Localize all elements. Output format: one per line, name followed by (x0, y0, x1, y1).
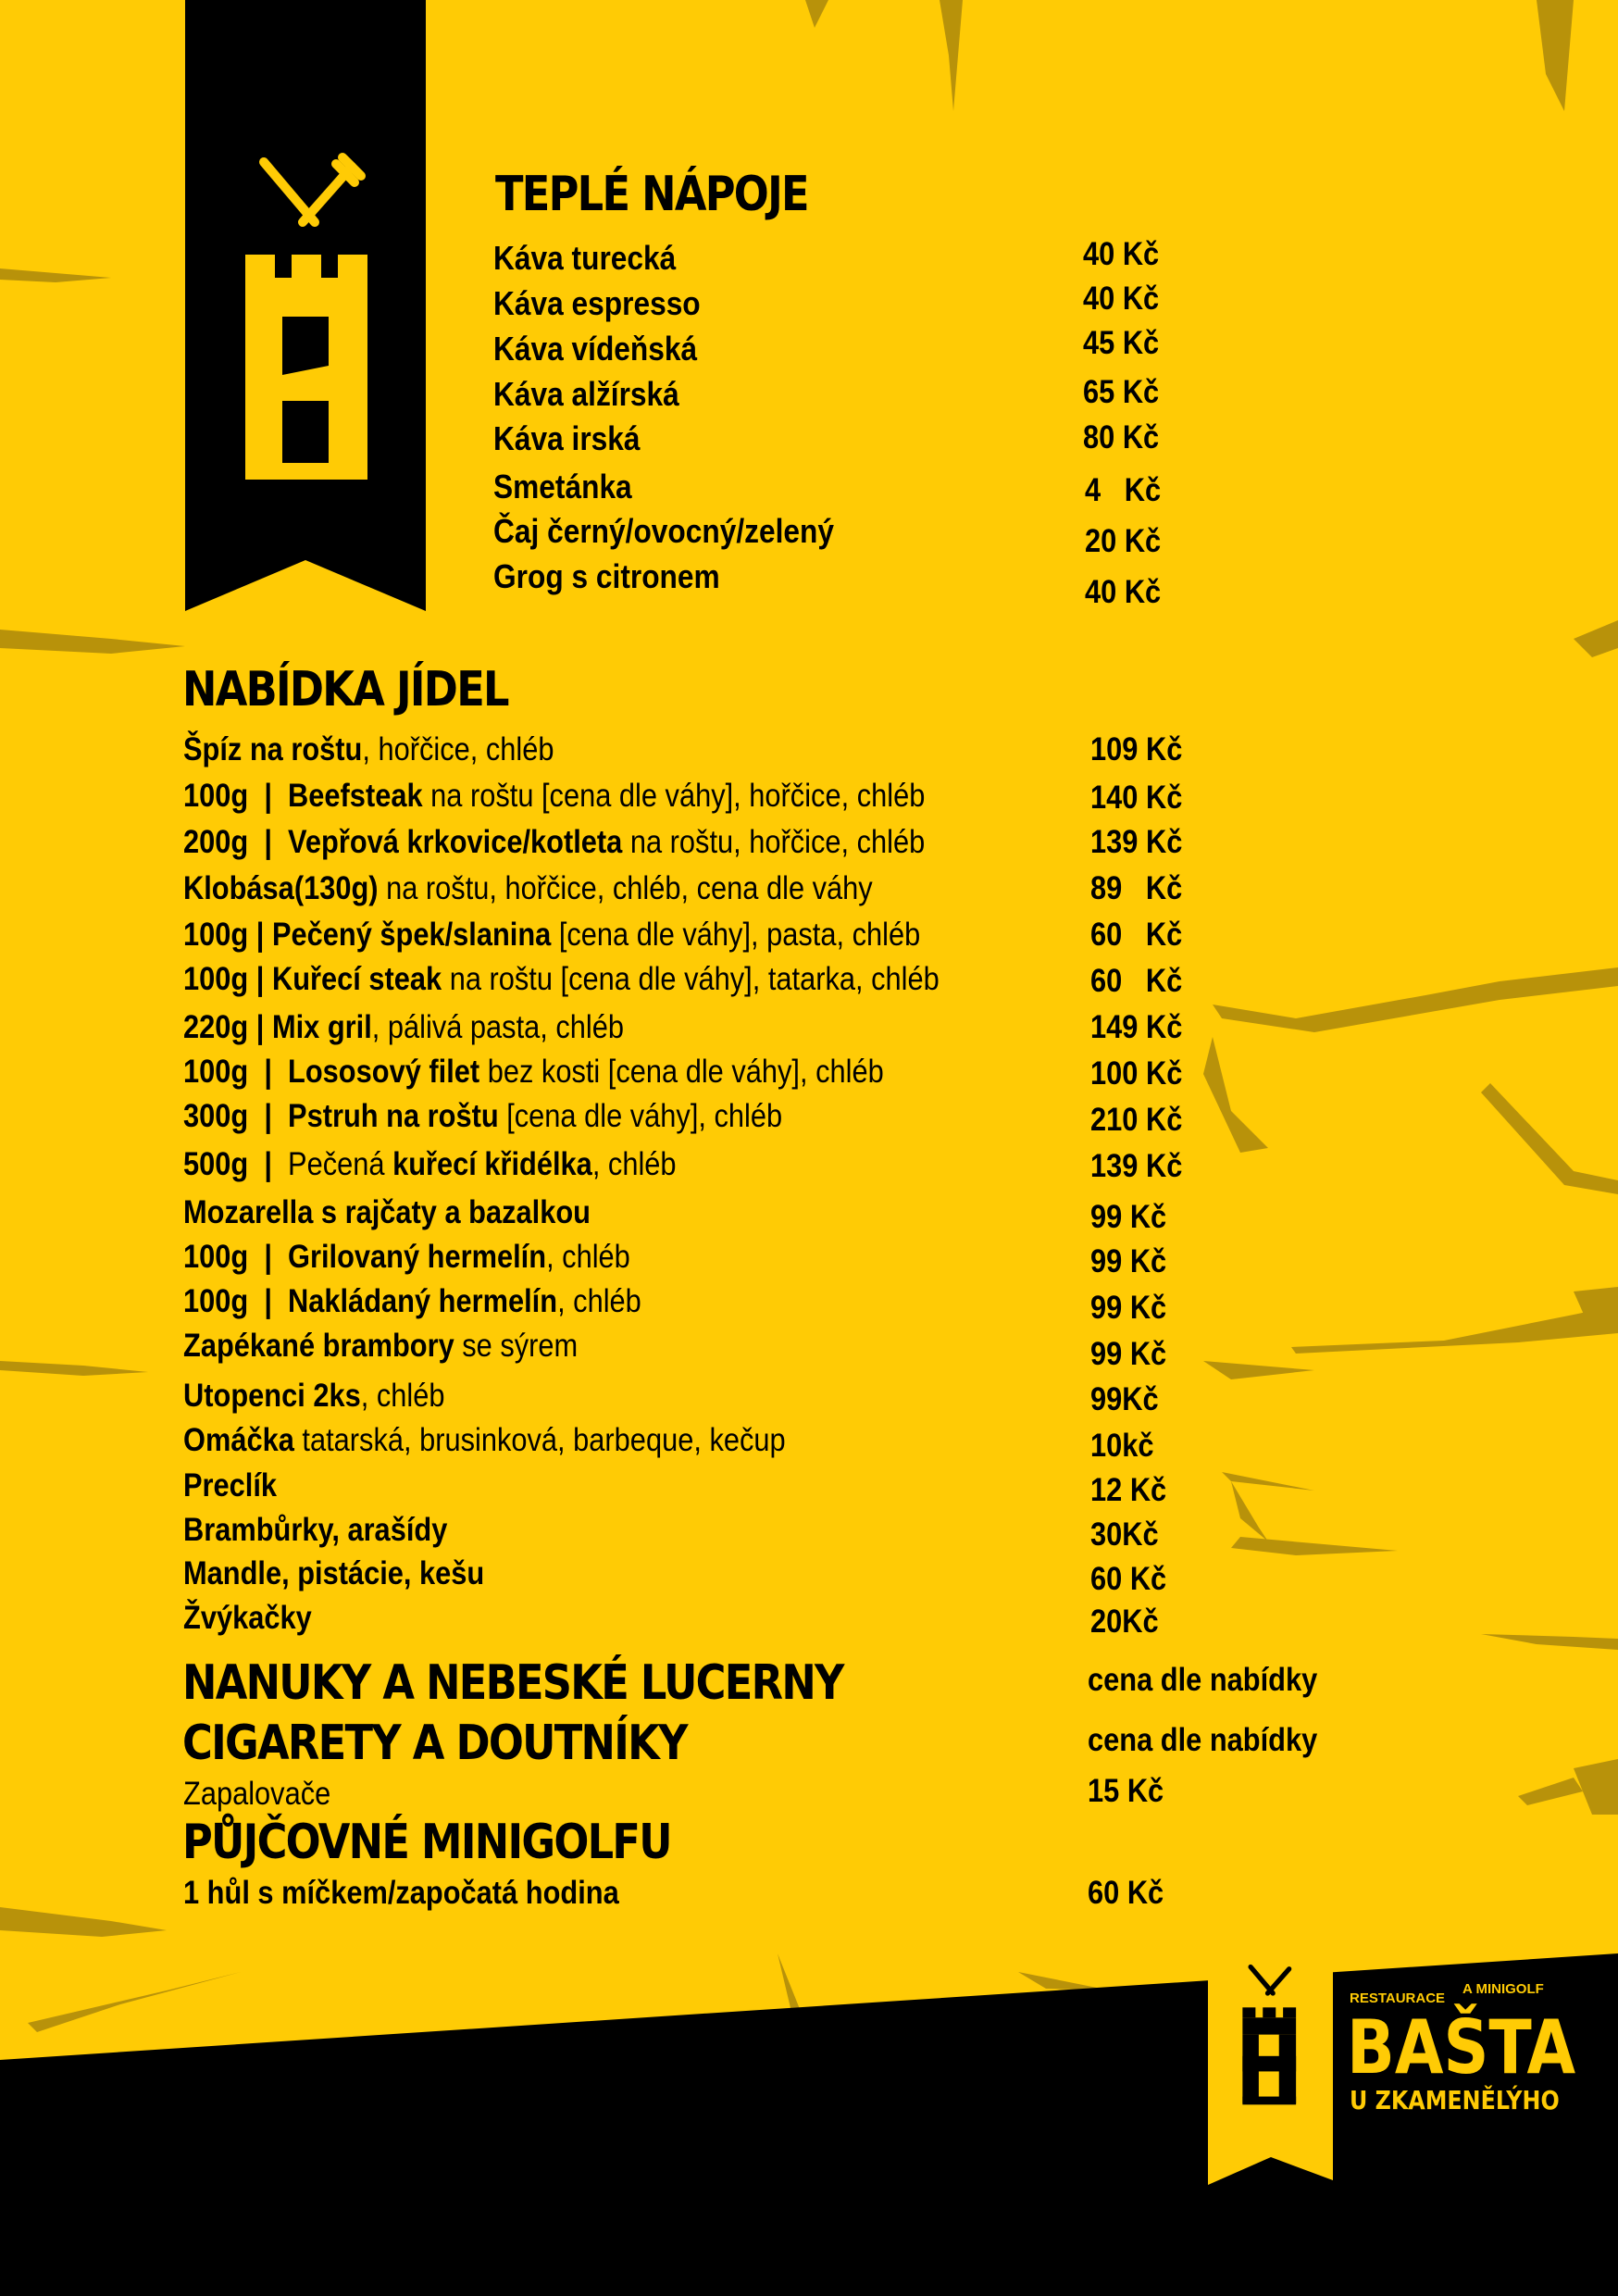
food-item (183, 1098, 782, 1135)
food-item-name: Žvýkačky (183, 1600, 312, 1636)
food-item-description: [cena dle váhy], pasta, chléb (551, 917, 921, 953)
brand-subtitle: U ZKAMENĚLÝHO (1350, 2085, 1560, 2115)
food-item-description: , chléb (557, 1283, 641, 1319)
food-item (183, 1239, 630, 1276)
food-price: 109 Kč (1090, 731, 1183, 767)
food-price: 10kč (1090, 1428, 1154, 1464)
food-item-name: kuřecí křidélka (392, 1146, 592, 1182)
food-item-name: Beefsteak (288, 778, 423, 814)
food-item-description: tatarská, brusinková, barbeque, kečup (293, 1422, 786, 1458)
food-item-name: Klobása(130g) (183, 870, 379, 906)
food-item-weight: 100g | (183, 1239, 289, 1275)
food-item (183, 1600, 312, 1637)
food-item (183, 1422, 786, 1459)
food-price: 99 Kč (1090, 1336, 1167, 1372)
food-item-description: na roštu [cena dle váhy], hořčice, chléb (422, 778, 926, 814)
food-item (183, 961, 940, 998)
food-item-name: Nakládaný hermelín (288, 1283, 558, 1319)
food-item (183, 824, 925, 861)
drink-price: 4 Kč (1085, 472, 1162, 508)
food-item (183, 1378, 444, 1415)
food-item (183, 870, 873, 907)
food-item-description: na roštu, hořčice, chléb (622, 824, 926, 860)
food-price: 60 Kč (1090, 917, 1183, 953)
food-item-name: Kuřecí steak (271, 961, 442, 997)
food-item-name: Zapékané brambory (183, 1328, 454, 1364)
food-item-name: Pstruh na roštu (288, 1098, 499, 1134)
drink-price: 40 Kč (1083, 236, 1160, 272)
food-price: 99Kč (1090, 1381, 1159, 1417)
drink-price: 40 Kč (1083, 281, 1160, 317)
food-item-name: Mozarella s rajčaty a bazalkou (183, 1194, 591, 1230)
food-price: 12 Kč (1090, 1472, 1167, 1508)
drink-name: Káva vídeňská (493, 330, 698, 368)
food-item-name: Lososový filet (288, 1054, 480, 1090)
food-item-weight: 300g | (183, 1098, 289, 1134)
lighters-price: 15 Kč (1088, 1773, 1164, 1809)
food-price: 140 Kč (1090, 780, 1183, 816)
food-item (183, 917, 920, 954)
food-item-name: Grilovaný hermelín (288, 1239, 547, 1275)
food-item-name: Utopenci 2ks (183, 1378, 361, 1414)
food-item-weight: 220g | (183, 1009, 272, 1045)
minigolf-price: 60 Kč (1088, 1875, 1164, 1911)
drink-name: Čaj černý/ovocný/zelený (493, 512, 835, 550)
hot-drinks-heading: TEPLÉ NÁPOJE (495, 167, 808, 222)
drink-price: 80 Kč (1083, 419, 1160, 455)
drink-price: 45 Kč (1083, 325, 1160, 361)
drink-price: 40 Kč (1085, 574, 1162, 610)
drink-name: Káva irská (493, 419, 641, 457)
food-price: 89 Kč (1090, 870, 1183, 906)
food-item (183, 1009, 624, 1046)
food-item (183, 1512, 447, 1549)
food-price: 60 Kč (1090, 963, 1183, 999)
lighters-name: Zapalovače (183, 1776, 331, 1812)
food-item-description: , chléb (591, 1146, 677, 1182)
food-price: 20Kč (1090, 1603, 1159, 1640)
food-item (183, 1054, 884, 1091)
brand-minigolf: A MINIGOLF (1462, 1981, 1544, 1997)
food-item-name: Špíz na roštu (183, 731, 363, 767)
drink-name: Káva espresso (493, 284, 701, 322)
food-price: 100 Kč (1090, 1055, 1183, 1092)
food-item-weight: 100g | (183, 961, 272, 997)
food-item (183, 731, 554, 768)
food-item-weight: 100g | (183, 1283, 289, 1319)
drink-name: Káva alžírská (493, 375, 679, 413)
drink-name: Káva turecká (493, 239, 677, 277)
food-item (183, 1555, 484, 1592)
food-item-description: na roštu, hořčice, chléb, cena dle váhy (378, 870, 873, 906)
tower-logo-icon (236, 153, 384, 514)
drink-name: Grog s citronem (493, 557, 720, 595)
food-price: 99 Kč (1090, 1290, 1167, 1326)
food-price: 99 Kč (1090, 1243, 1167, 1279)
food-price: 99 Kč (1090, 1199, 1167, 1235)
food-item-name: Omáčka (183, 1422, 294, 1458)
food-price: 30Kč (1090, 1516, 1159, 1553)
minigolf-item: 1 hůl s míčkem/započatá hodina (183, 1875, 619, 1911)
food-price: 139 Kč (1090, 1148, 1183, 1184)
food-item-description: [cena dle váhy], chléb (498, 1098, 783, 1134)
food-item-description: , chléb (360, 1378, 445, 1414)
food-item (183, 1146, 677, 1183)
food-item-weight: 200g | (183, 824, 289, 860)
food-item-description: bez kosti [cena dle váhy], chléb (479, 1054, 884, 1090)
food-item-name: Vepřová krkovice/kotleta (288, 824, 623, 860)
drink-price: 65 Kč (1083, 374, 1160, 410)
food-item-description: Pečená (288, 1146, 393, 1182)
food-item-name: Preclík (183, 1467, 278, 1504)
food-price: 60 Kč (1090, 1561, 1167, 1597)
food-item-description: , pálivá pasta, chléb (371, 1009, 625, 1045)
food-item-name: Mix gril (271, 1009, 372, 1045)
tower-logo-icon (1238, 1961, 1303, 2123)
drink-price: 20 Kč (1085, 523, 1162, 559)
brand-name: BAŠTA (1347, 2004, 1576, 2090)
food-item (183, 778, 925, 815)
drink-name: Smetánka (493, 468, 632, 505)
food-item-weight: 100g | (183, 917, 272, 953)
food-item (183, 1328, 578, 1365)
cigarettes-heading: CIGARETY A DOUTNÍKY (182, 1716, 687, 1771)
food-item-description: se sýrem (454, 1328, 579, 1364)
food-item-name: Brambůrky, arašídy (183, 1512, 448, 1548)
minigolf-heading: PŮJČOVNÉ MINIGOLFU (182, 1815, 671, 1870)
brand-restaurace: RESTAURACE (1350, 1990, 1446, 2006)
food-heading: NABÍDKA JÍDEL (182, 662, 508, 718)
food-item-description: , hořčice, chléb (362, 731, 554, 767)
food-item-weight: 100g | (183, 778, 289, 814)
food-price: 149 Kč (1090, 1009, 1183, 1045)
cigarettes-price: cena dle nabídky (1088, 1722, 1318, 1758)
food-item-weight: 500g | (183, 1146, 289, 1182)
food-item (183, 1194, 591, 1231)
food-price: 210 Kč (1090, 1102, 1183, 1138)
ice-cream-heading: NANUKY A NEBESKÉ LUCERNY (182, 1655, 843, 1711)
food-item-description: , chléb (546, 1239, 630, 1275)
food-price: 139 Kč (1090, 824, 1183, 860)
food-item (183, 1283, 641, 1320)
food-item-weight: 100g | (183, 1054, 289, 1090)
food-item-description: na roštu [cena dle váhy], tatarka, chléb (442, 961, 940, 997)
food-item (183, 1467, 277, 1504)
food-item-name: Pečený špek/slanina (271, 917, 552, 953)
food-item-name: Mandle, pistácie, kešu (183, 1555, 485, 1591)
ice-cream-price: cena dle nabídky (1088, 1662, 1318, 1698)
